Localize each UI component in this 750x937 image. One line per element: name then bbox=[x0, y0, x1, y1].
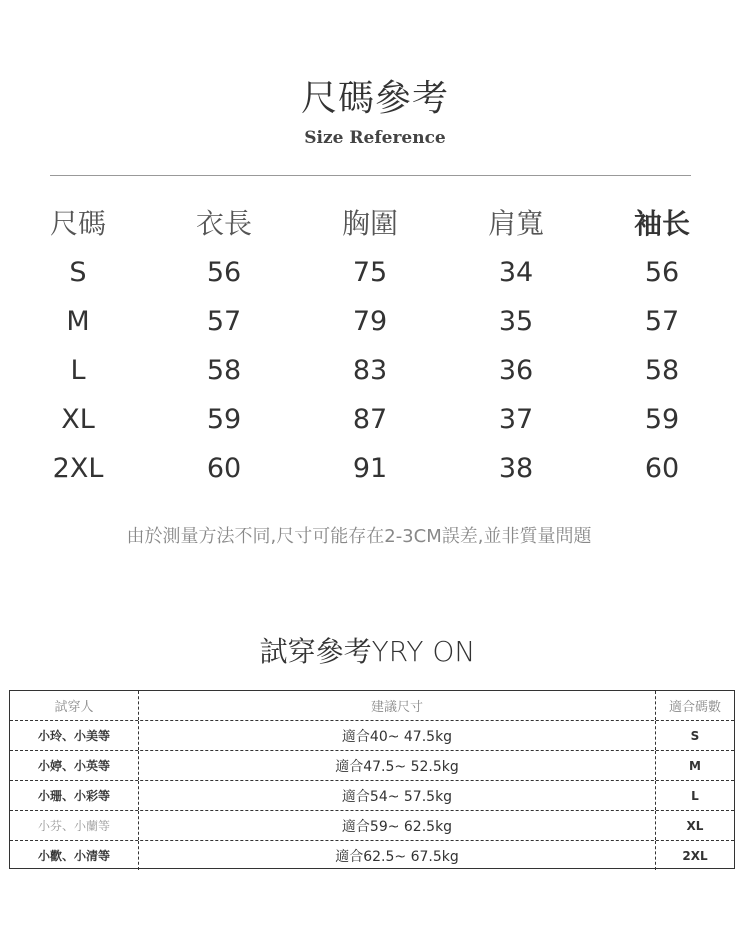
table-row bbox=[5, 395, 735, 444]
shoulder-cell: 37 bbox=[498, 404, 534, 435]
sleeve-cell: 58 bbox=[644, 355, 680, 386]
page-title: 尺碼參考 bbox=[300, 78, 449, 119]
header-person: 試穿人 bbox=[10, 691, 139, 720]
size-cell: S bbox=[69, 257, 87, 288]
fit-size-cell: L bbox=[691, 788, 699, 803]
sleeve-cell: 57 bbox=[644, 306, 680, 337]
header-shoulder: 肩寬 bbox=[487, 207, 544, 240]
table-row bbox=[5, 248, 735, 297]
chest-cell: 75 bbox=[352, 257, 388, 288]
try-on-title: 試穿參考YRY ON bbox=[259, 635, 476, 668]
length-cell: 57 bbox=[206, 306, 242, 337]
weight-cell: 適合40~ 47.5kg bbox=[139, 721, 656, 750]
fit-size-cell: 2XL bbox=[682, 848, 708, 863]
length-cell: 59 bbox=[206, 404, 242, 435]
person-cell: 小歡、小清等 bbox=[10, 841, 139, 870]
length-cell: 60 bbox=[206, 453, 242, 484]
table-row bbox=[5, 346, 735, 395]
header-length: 衣長 bbox=[195, 207, 252, 240]
table-row bbox=[10, 751, 734, 781]
table-row bbox=[5, 444, 735, 493]
person-cell: 小芬、小蘭等 bbox=[10, 811, 139, 840]
chest-cell: 91 bbox=[352, 453, 388, 484]
table-row bbox=[10, 811, 734, 841]
sleeve-cell: 59 bbox=[644, 404, 680, 435]
header-chest: 胸圍 bbox=[341, 207, 398, 240]
size-cell: XL bbox=[61, 404, 95, 435]
weight-cell: 適合54~ 57.5kg bbox=[139, 781, 656, 810]
size-table bbox=[5, 200, 735, 493]
size-cell: M bbox=[66, 306, 90, 337]
table-row bbox=[10, 841, 734, 870]
fit-size-cell: M bbox=[689, 758, 701, 773]
chest-cell: 79 bbox=[352, 306, 388, 337]
sleeve-cell: 60 bbox=[644, 453, 680, 484]
size-table-header bbox=[5, 200, 735, 244]
title-divider bbox=[50, 175, 691, 176]
length-cell: 56 bbox=[206, 257, 242, 288]
weight-cell: 適合47.5~ 52.5kg bbox=[139, 751, 656, 780]
header-sleeve: 袖长 bbox=[633, 207, 690, 240]
person-cell: 小玲、小美等 bbox=[10, 721, 139, 750]
fit-size-cell: XL bbox=[686, 818, 704, 833]
person-cell: 小珊、小彩等 bbox=[10, 781, 139, 810]
fit-size-cell: S bbox=[690, 728, 700, 743]
measurement-note: 由於測量方法不同,尺寸可能存在2-3CM誤差,並非質量問題 bbox=[126, 526, 592, 547]
header-fit-size: 適合碼數 bbox=[668, 700, 721, 715]
weight-cell: 適合59~ 62.5kg bbox=[139, 811, 656, 840]
chest-cell: 87 bbox=[352, 404, 388, 435]
table-row bbox=[5, 297, 735, 346]
header-suggested: 建議尺寸 bbox=[139, 691, 656, 720]
size-cell: 2XL bbox=[52, 453, 104, 484]
shoulder-cell: 36 bbox=[498, 355, 534, 386]
table-row bbox=[10, 781, 734, 811]
person-cell: 小婷、小英等 bbox=[10, 751, 139, 780]
try-on-table bbox=[9, 690, 735, 869]
page-subtitle: Size Reference bbox=[304, 128, 446, 148]
size-cell: L bbox=[70, 355, 86, 386]
shoulder-cell: 34 bbox=[498, 257, 534, 288]
chest-cell: 83 bbox=[352, 355, 388, 386]
try-on-table-header bbox=[10, 691, 734, 721]
sleeve-cell: 56 bbox=[644, 257, 680, 288]
header-size: 尺碼 bbox=[49, 207, 106, 240]
shoulder-cell: 35 bbox=[498, 306, 534, 337]
weight-cell: 適合62.5~ 67.5kg bbox=[139, 841, 656, 870]
table-row bbox=[10, 721, 734, 751]
length-cell: 58 bbox=[206, 355, 242, 386]
shoulder-cell: 38 bbox=[498, 453, 534, 484]
